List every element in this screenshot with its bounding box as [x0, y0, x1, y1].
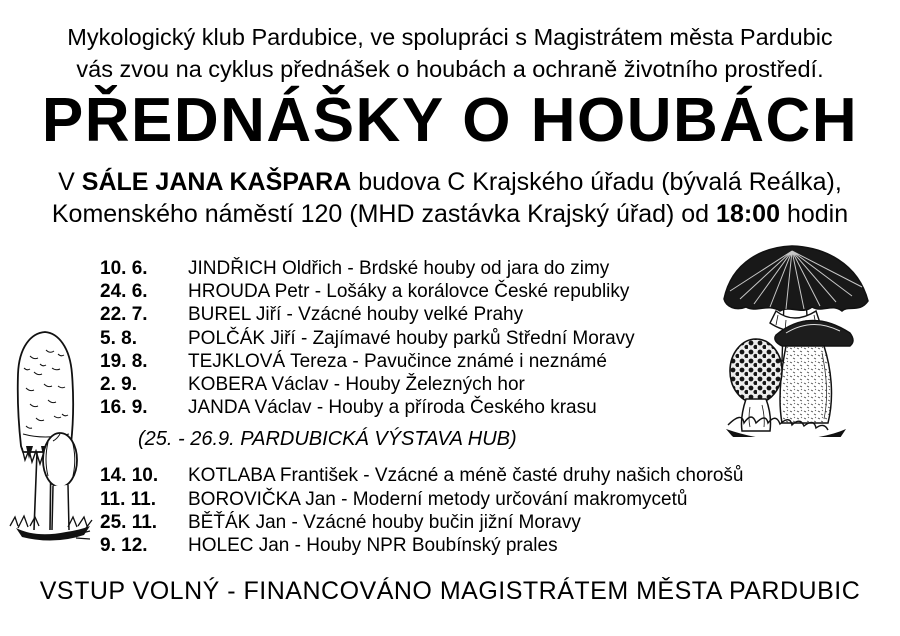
lecture-date: 5. 8.: [100, 327, 137, 349]
venue-line-1: V SÁLE JANA KAŠPARA budova C Krajského úřadu (bývalá Reálka),: [58, 168, 842, 196]
lecture-entry: BOROVIČKA Jan - Moderní metody určování makromycetů: [188, 488, 688, 510]
lecture-entry: JINDŘICH Oldřich - Brdské houby od jara do zimy: [188, 258, 610, 279]
lecture-date: 25. 11.: [100, 511, 158, 533]
lecture-date: 22. 7.: [100, 304, 148, 326]
lecture-date: 19. 8.: [100, 350, 148, 372]
lecture-entry: TEJKLOVÁ Tereza - Pavučince známé i neznámé: [188, 350, 607, 372]
page-title: PŘEDNÁŠKY O HOUBÁCH: [41, 86, 859, 155]
lecture-entry: KOBERA Václav - Houby Železných hor: [188, 374, 525, 396]
lecture-entry: JANDA Václav - Houby a příroda Českého krasu: [188, 397, 597, 419]
lecture-entry: HROUDA Petr - Lošáky a korálovce České republiky: [188, 281, 630, 303]
intro-line-2: vás zvou na cyklus přednášek o houbách a ochraně životního prostředí.: [76, 56, 824, 82]
lecture-entry: BUREL Jiří - Vzácné houby velké Prahy: [188, 304, 524, 326]
lecture-date: 14. 10.: [100, 465, 159, 487]
intro-text: [0, 0, 900, 85]
venue-time: 18:00: [716, 200, 780, 228]
lecture-entry: HOLEC Jan - Houby NPR Boubínský prales: [188, 535, 558, 557]
lecture-date: 10. 6.: [100, 258, 148, 279]
venue-info: [0, 166, 900, 230]
lecture-entry: POLČÁK Jiří - Zajímavé houby parků Střední Moravy: [188, 327, 635, 349]
lecture-entry: BĚŤÁK Jan - Vzácné houby bučin jižní Moravy: [188, 511, 581, 533]
lecture-date: 11. 11.: [100, 488, 157, 510]
lecture-date: 2. 9.: [100, 374, 137, 396]
exhibition-note: (25. - 26.9. PARDUBICKÁ VÝSTAVA HUB): [138, 428, 517, 451]
lecture-row: [100, 488, 900, 511]
lecture-date: 9. 12.: [100, 535, 148, 557]
footer-text: VSTUP VOLNÝ - FINANCOVÁNO MAGISTRÁTEM MĚSTA PARDUBIC: [39, 577, 861, 606]
intro-line-1: Mykologický klub Pardubice, ve spolupráci s Magistrátem města Pardubic: [67, 24, 833, 50]
venue-line-2: Komenského náměstí 120 (MHD zastávka Krajský úřad) od 18:00 hodin: [51, 200, 849, 228]
venue-hall-name: SÁLE JANA KAŠPARA: [81, 168, 352, 196]
lecture-row: [100, 534, 900, 557]
mushroom-group-illustration: [712, 241, 880, 437]
lecture-row: [100, 464, 900, 487]
lecture-list-2: [100, 464, 900, 557]
lecture-date: 16. 9.: [100, 397, 148, 419]
lecture-entry: KOTLABA František - Vzácné a méně časté druhy našich chorošů: [188, 465, 744, 487]
shaggy-ink-cap-illustration: [6, 330, 96, 544]
lecture-date: 24. 6.: [100, 281, 148, 303]
lecture-row: [100, 511, 900, 534]
